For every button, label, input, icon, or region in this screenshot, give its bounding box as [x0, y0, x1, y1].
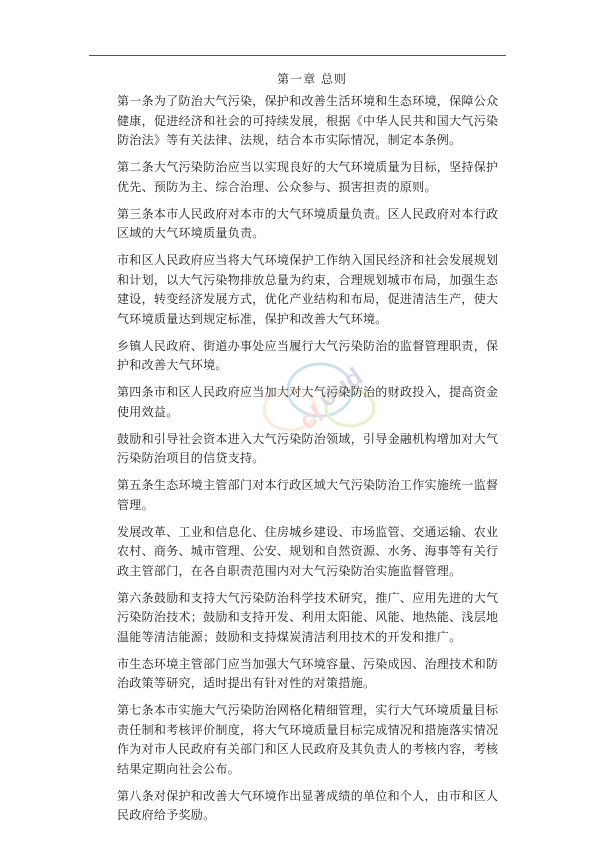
svg-text:cl: cl [293, 398, 329, 436]
paragraph: 第二条大气污染防治应当以实现良好的大气环境质量为目标，坚持保护优先、预防为主、综合治理、公众参与、损害担责的原则。 [117, 160, 499, 194]
svg-text:oud: oud [311, 361, 369, 414]
paragraph: 第一条为了防治大气污染，保护和改善生活环境和生态环境，保障公众健康，促进经济和社会的可持续发展，根据《中华人民共和国大气污染防治法》等有关法律、法规，结合本市实际情况，制定本条例。 [117, 94, 499, 147]
paragraph: 第八条对保护和改善大气环境作出显著成绩的单位和个人，由市和区人民政府给予奖励。 [117, 788, 499, 822]
paragraph: 第三条本市人民政府对本市的大气环境质量负责。区人民政府对本行政区域的大气环境质量负责。 [117, 206, 499, 240]
paragraph: 发展改革、工业和信息化、住房城乡建设、市场监管、交通运输、农业农村、商务、城市管理、公安、规划和自然资源、水务、海事等有关行政主管部门，在各自职责范围内对大气污染防治实施监督管理。 [117, 524, 499, 578]
paragraph: 市生态环境主管部门应当加强大气环境容量、污染成因、治理技术和防治政策等研究，适时提出有针对性的对策措施。 [117, 656, 499, 690]
paragraph: 第四条市和区人民政府应当加大对大气污染防治的财政投入，提高资金使用效益。 [117, 385, 499, 419]
paragraph: 鼓励和引导社会资本进入大气污染防治领域，引导金融机构增加对大气污染防治项目的信贷支持。 [117, 431, 499, 465]
paragraph: 乡镇人民政府、街道办事处应当履行大气污染防治的监督管理职责，保护和改善大气环境。 [117, 338, 499, 372]
paragraph: 第五条生态环境主管部门对本行政区域大气污染防治工作实施统一监督管理。 [117, 478, 499, 512]
header-rule [89, 55, 506, 56]
chapter-title: 第一章 总则 [277, 72, 347, 86]
paragraph: 第七条本市实施大气污染防治网格化精细管理，实行大气环境质量目标责任制和考核评价制度，将大气环境质量目标完成情况和措施落实情况作为对市人民政府有关部门和区人民政府及其负责人的考核内容，考核结果定期向社会公布。 [117, 703, 499, 776]
paragraph: 第六条鼓励和支持大气污染防治科学技术研究，推广、应用先进的大气污染防治技术；鼓励和支持开发、利用太阳能、风能、地热能、浅层地温能等清洁能源；鼓励和支持煤炭清洁利用技术的开发和推广。 [117, 590, 499, 644]
document-body [117, 70, 507, 833]
paragraph: 市和区人民政府应当将大气环境保护工作纳入国民经济和社会发展规划和计划，以大气污染物排放总量为约束，合理规划城市布局，加强生态建设，转变经济发展方式，优化产业结构和布局，促进清洁生产，使大气环境质量达到规定标准，保护和改善大气环境。 [117, 253, 499, 326]
